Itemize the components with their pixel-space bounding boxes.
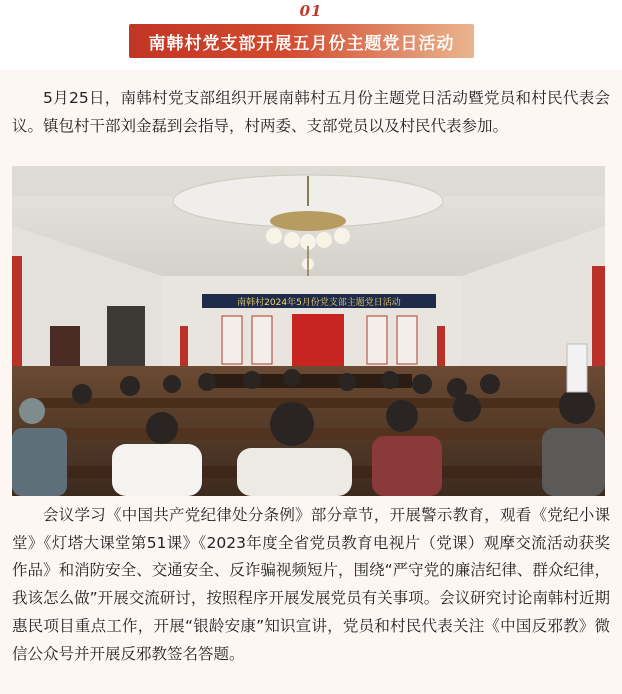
meeting-photo <box>12 166 605 496</box>
section-title-banner: 南韩村党支部开展五月份主题党日活动 <box>129 24 474 58</box>
photo-banner-text: 南韩村2024年5月份党支部主题党日活动 <box>237 298 401 308</box>
section-number: 01 <box>299 2 323 20</box>
header-area <box>0 0 622 70</box>
article-paragraph-2: 会议学习《中国共产党纪律处分条例》部分章节，开展警示教育，观看《党纪小课堂》《灯塔大课堂第51课》《2023年度全省党员教育电视片（党课）观摩交流活动获奖作品》和消防安全、交通安全、反诈骗视频短片，围绕“严守党的廉洁纪律、群众纪律，我该怎么做”开展交流研讨，按照程序开展发展党员有关事项。会议研究讨论南韩村近期惠民项目重点工作，开展“银龄安康”知识宣讲，党员和村民代表关注《中国反邪教》微信公众号并开展反邪教签名答题。 <box>12 506 610 663</box>
article-paragraph-1: 5月25日，南韩村党支部组织开展南韩村五月份主题党日活动暨党员和村民代表会议。镇包村干部刘金磊到会指导，村两委、支部党员以及村民代表参加。 <box>12 89 610 135</box>
